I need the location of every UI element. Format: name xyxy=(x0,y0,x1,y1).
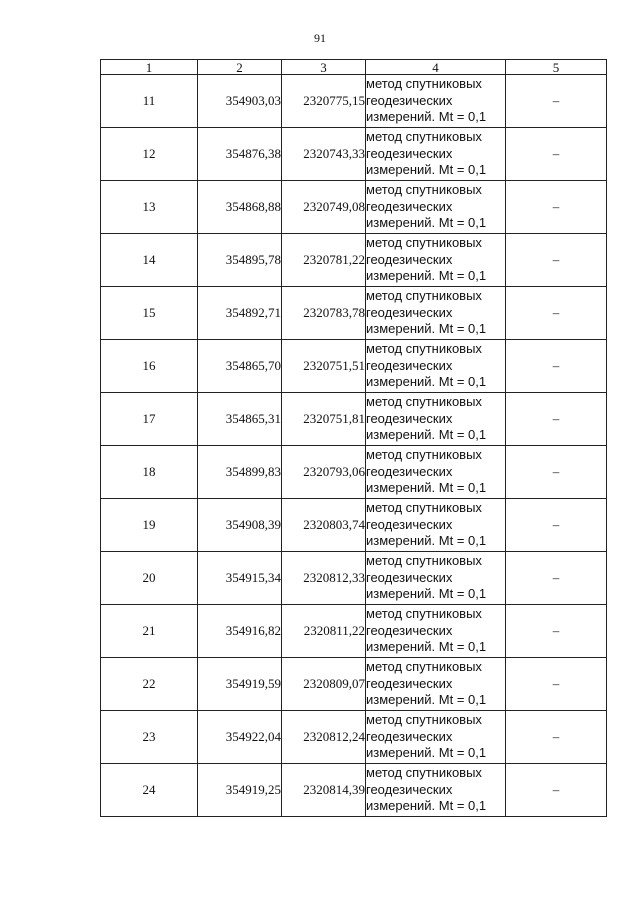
note-cell: – xyxy=(506,764,607,817)
method-line-3: измерений. Mt = 0,1 xyxy=(366,427,487,443)
coordinate-x: 354876,38 xyxy=(198,128,282,181)
coordinate-x: 354903,03 xyxy=(198,75,282,128)
method-line-3: измерений. Mt = 0,1 xyxy=(366,533,487,549)
table-row xyxy=(101,658,607,711)
coordinate-y: 2320749,08 xyxy=(282,181,366,234)
point-number: 17 xyxy=(101,393,198,446)
coordinate-x: 354892,71 xyxy=(198,287,282,340)
method-line-1: метод спутниковых xyxy=(366,394,482,410)
method-line-2: геодезических xyxy=(366,410,453,426)
table-row xyxy=(101,446,607,499)
coordinate-x: 354908,39 xyxy=(198,499,282,552)
table-row xyxy=(101,75,607,128)
method-line-3: измерений. Mt = 0,1 xyxy=(366,268,487,284)
method-cell xyxy=(366,75,506,128)
table-row xyxy=(101,711,607,764)
coordinate-y: 2320809,07 xyxy=(282,658,366,711)
method-line-1: метод спутниковых xyxy=(366,765,482,781)
coordinate-y: 2320811,22 xyxy=(282,605,366,658)
method-cell xyxy=(366,499,506,552)
method-line-2: геодезических xyxy=(366,728,453,744)
method-line-2: геодезических xyxy=(366,675,453,691)
header-col-2: 2 xyxy=(198,60,282,75)
table-row xyxy=(101,234,607,287)
point-number: 22 xyxy=(101,658,198,711)
coordinate-x: 354899,83 xyxy=(198,446,282,499)
point-number: 15 xyxy=(101,287,198,340)
method-line-2: геодезических xyxy=(366,781,453,797)
coordinate-x: 354919,25 xyxy=(198,764,282,817)
coordinate-y: 2320814,39 xyxy=(282,764,366,817)
header-row xyxy=(101,60,607,75)
method-cell xyxy=(366,552,506,605)
method-line-3: измерений. Mt = 0,1 xyxy=(366,374,487,390)
coordinate-y: 2320803,74 xyxy=(282,499,366,552)
method-line-2: геодезических xyxy=(366,569,453,585)
method-line-3: измерений. Mt = 0,1 xyxy=(366,480,487,496)
method-line-2: геодезических xyxy=(366,304,453,320)
header-col-4: 4 xyxy=(366,60,506,75)
method-cell xyxy=(366,234,506,287)
method-line-2: геодезических xyxy=(366,251,453,267)
coordinate-x: 354868,88 xyxy=(198,181,282,234)
table-row xyxy=(101,181,607,234)
method-line-3: измерений. Mt = 0,1 xyxy=(366,692,487,708)
table-row xyxy=(101,128,607,181)
method-line-3: измерений. Mt = 0,1 xyxy=(366,586,487,602)
note-cell: – xyxy=(506,393,607,446)
method-cell xyxy=(366,181,506,234)
method-line-3: измерений. Mt = 0,1 xyxy=(366,162,487,178)
method-line-1: метод спутниковых xyxy=(366,447,482,463)
coordinate-x: 354916,82 xyxy=(198,605,282,658)
table-row xyxy=(101,605,607,658)
point-number: 13 xyxy=(101,181,198,234)
point-number: 23 xyxy=(101,711,198,764)
table-row xyxy=(101,393,607,446)
coordinate-y: 2320783,78 xyxy=(282,287,366,340)
table-row xyxy=(101,287,607,340)
note-cell: – xyxy=(506,128,607,181)
method-cell xyxy=(366,605,506,658)
point-number: 16 xyxy=(101,340,198,393)
note-cell: – xyxy=(506,234,607,287)
note-cell: – xyxy=(506,287,607,340)
coordinate-y: 2320793,06 xyxy=(282,446,366,499)
point-number: 24 xyxy=(101,764,198,817)
method-cell xyxy=(366,658,506,711)
method-line-1: метод спутниковых xyxy=(366,341,482,357)
point-number: 19 xyxy=(101,499,198,552)
coordinate-x: 354922,04 xyxy=(198,711,282,764)
method-cell xyxy=(366,446,506,499)
method-line-1: метод спутниковых xyxy=(366,288,482,304)
method-line-3: измерений. Mt = 0,1 xyxy=(366,745,487,761)
coordinate-y: 2320812,24 xyxy=(282,711,366,764)
point-number: 20 xyxy=(101,552,198,605)
method-cell xyxy=(366,340,506,393)
note-cell: – xyxy=(506,181,607,234)
method-cell xyxy=(366,711,506,764)
method-line-3: измерений. Mt = 0,1 xyxy=(366,215,487,231)
coordinate-x: 354895,78 xyxy=(198,234,282,287)
method-line-1: метод спутниковых xyxy=(366,553,482,569)
page-number: 91 xyxy=(314,31,326,45)
method-line-2: геодезических xyxy=(366,357,453,373)
header-col-3: 3 xyxy=(282,60,366,75)
coordinate-x: 354865,31 xyxy=(198,393,282,446)
method-line-2: геодезических xyxy=(366,145,453,161)
point-number: 21 xyxy=(101,605,198,658)
method-line-1: метод спутниковых xyxy=(366,76,482,92)
coordinate-y: 2320751,81 xyxy=(282,393,366,446)
method-line-1: метод спутниковых xyxy=(366,129,482,145)
table-row xyxy=(101,552,607,605)
note-cell: – xyxy=(506,75,607,128)
note-cell: – xyxy=(506,605,607,658)
table-row xyxy=(101,764,607,817)
method-line-2: геодезических xyxy=(366,516,453,532)
method-line-2: геодезических xyxy=(366,198,453,214)
note-cell: – xyxy=(506,499,607,552)
method-line-3: измерений. Mt = 0,1 xyxy=(366,639,487,655)
coordinate-y: 2320781,22 xyxy=(282,234,366,287)
method-cell xyxy=(366,128,506,181)
coordinate-x: 354915,34 xyxy=(198,552,282,605)
method-line-2: геодезических xyxy=(366,622,453,638)
method-cell xyxy=(366,764,506,817)
coordinates-table xyxy=(100,59,607,817)
note-cell: – xyxy=(506,711,607,764)
coordinate-y: 2320775,15 xyxy=(282,75,366,128)
note-cell: – xyxy=(506,446,607,499)
method-line-1: метод спутниковых xyxy=(366,659,482,675)
method-cell xyxy=(366,393,506,446)
header-col-1: 1 xyxy=(101,60,198,75)
coordinate-y: 2320751,51 xyxy=(282,340,366,393)
point-number: 12 xyxy=(101,128,198,181)
method-line-1: метод спутниковых xyxy=(366,606,482,622)
note-cell: – xyxy=(506,340,607,393)
coordinate-x: 354919,59 xyxy=(198,658,282,711)
table-row xyxy=(101,340,607,393)
method-cell xyxy=(366,287,506,340)
method-line-1: метод спутниковых xyxy=(366,712,482,728)
method-line-3: измерений. Mt = 0,1 xyxy=(366,321,487,337)
method-line-1: метод спутниковых xyxy=(366,182,482,198)
note-cell: – xyxy=(506,658,607,711)
coordinate-y: 2320812,33 xyxy=(282,552,366,605)
point-number: 11 xyxy=(101,75,198,128)
table-row xyxy=(101,499,607,552)
table-body xyxy=(101,75,607,817)
header-col-5: 5 xyxy=(506,60,607,75)
method-line-3: измерений. Mt = 0,1 xyxy=(366,798,487,814)
method-line-2: геодезических xyxy=(366,463,453,479)
method-line-1: метод спутниковых xyxy=(366,500,482,516)
method-line-2: геодезических xyxy=(366,92,453,108)
method-line-3: измерений. Mt = 0,1 xyxy=(366,109,487,125)
point-number: 14 xyxy=(101,234,198,287)
coordinate-x: 354865,70 xyxy=(198,340,282,393)
method-line-1: метод спутниковых xyxy=(366,235,482,251)
point-number: 18 xyxy=(101,446,198,499)
coordinate-y: 2320743,33 xyxy=(282,128,366,181)
note-cell: – xyxy=(506,552,607,605)
